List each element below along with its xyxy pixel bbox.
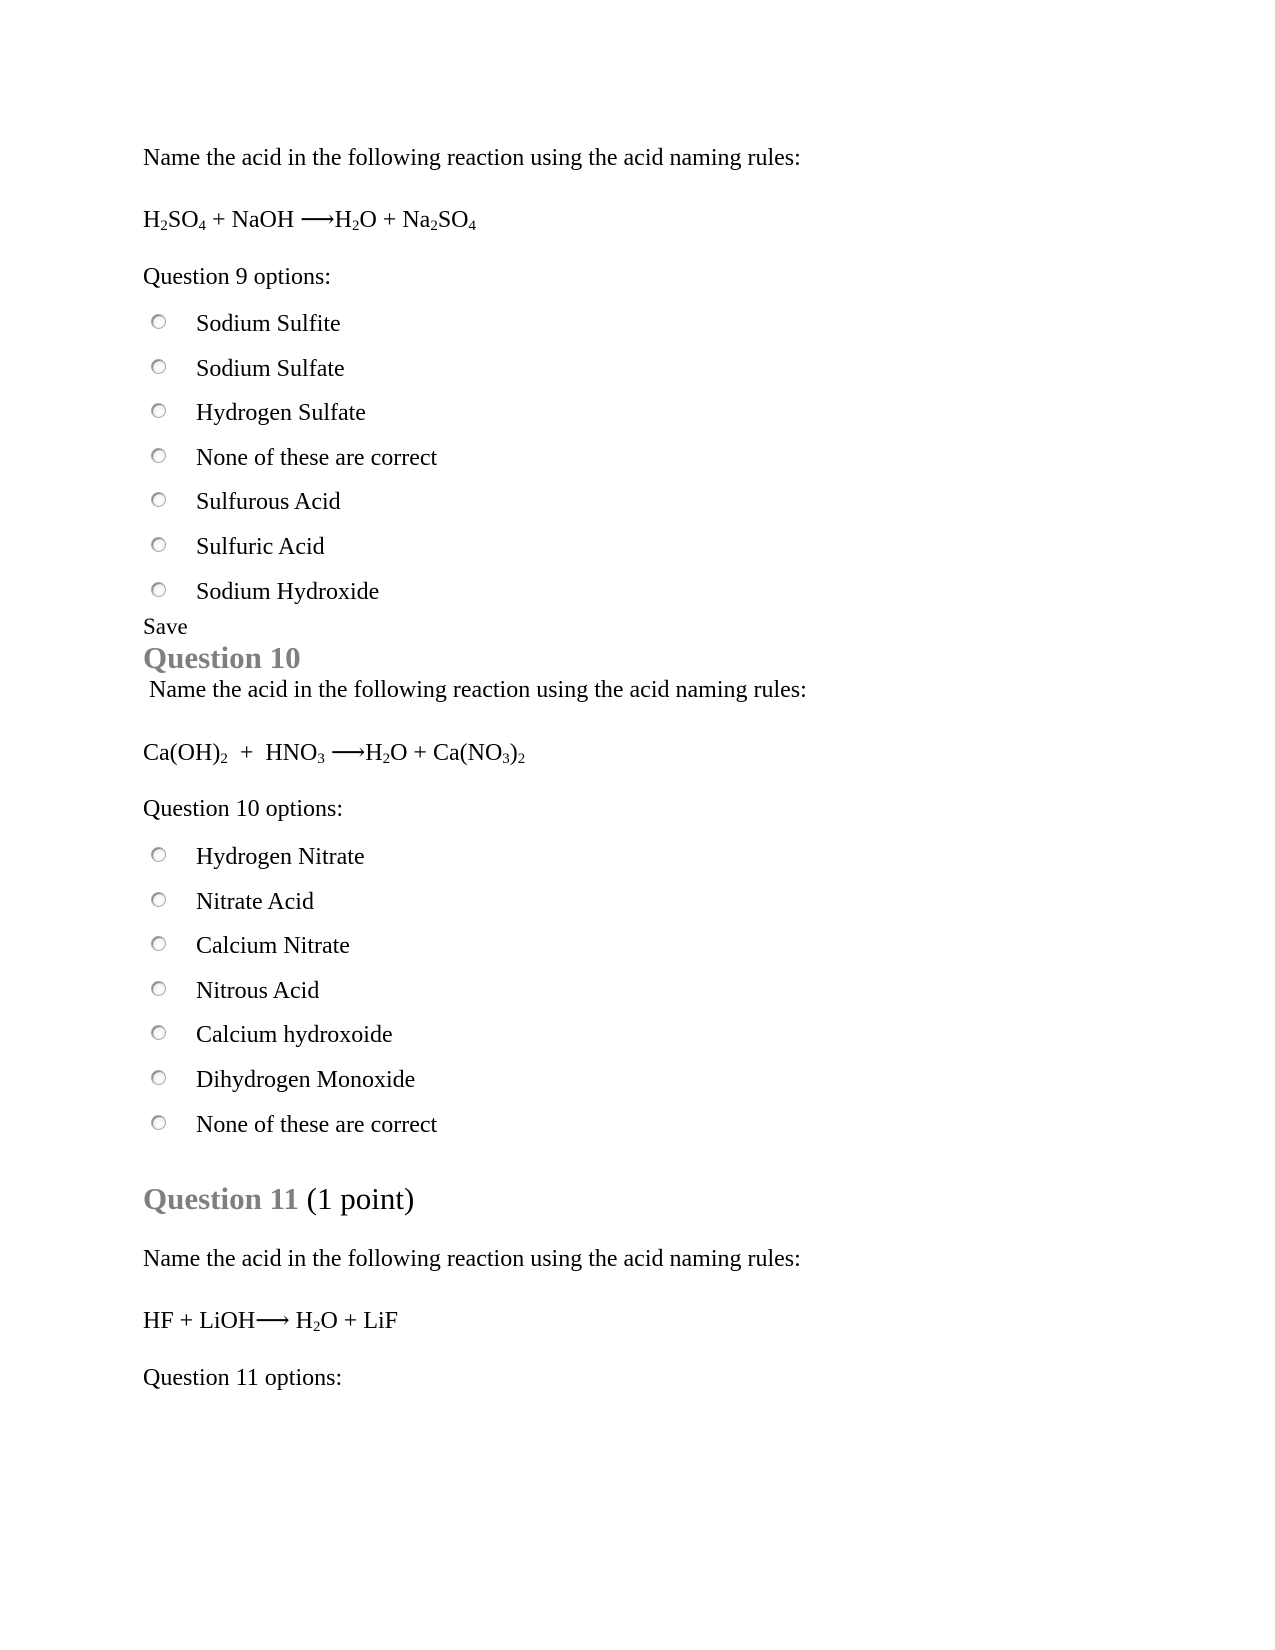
radio-button[interactable] — [151, 1025, 166, 1040]
q11-options-label: Question 11 options: — [143, 1365, 343, 1391]
q11-points: (1 point) — [298, 1181, 415, 1216]
option-label[interactable]: Calcium hydroxoide — [196, 1022, 393, 1049]
subscript: 4 — [198, 218, 207, 234]
equation-text: SO — [437, 207, 469, 233]
option-label[interactable]: Sulfuric Acid — [196, 534, 325, 560]
radio-button[interactable] — [151, 403, 166, 418]
subscript: 3 — [317, 751, 325, 767]
option-label[interactable]: Calcium Nitrate — [196, 933, 350, 960]
equation-text: + NaOH ⟶H — [206, 207, 352, 233]
subscript: 2 — [382, 751, 391, 767]
q11-heading-line — [143, 1182, 414, 1216]
subscript: 2 — [220, 751, 228, 767]
subscript: 2 — [517, 751, 526, 767]
equation-text: ) — [509, 740, 518, 766]
option-label[interactable]: Sodium Sulfite — [196, 311, 341, 337]
radio-button[interactable] — [151, 492, 166, 507]
option-label[interactable]: Dihydrogen Monoxide — [196, 1067, 416, 1093]
equation-text: SO — [167, 207, 199, 233]
radio-button[interactable] — [151, 892, 166, 907]
radio-button[interactable] — [151, 936, 166, 951]
radio-button[interactable] — [151, 537, 166, 552]
option-label[interactable]: Sodium Hydroxide — [196, 578, 380, 605]
equation-text: + HNO — [227, 740, 318, 766]
option-label[interactable]: Hydrogen Nitrate — [196, 844, 365, 870]
equation-text: H — [143, 207, 161, 233]
q9-equation — [143, 206, 476, 234]
option-label[interactable]: Hydrogen Sulfate — [196, 400, 366, 427]
q10-equation — [143, 739, 525, 767]
option-label[interactable]: Sodium Sulfate — [196, 355, 345, 382]
equation-text: O + Ca(NO — [390, 740, 503, 766]
subscript: 4 — [468, 218, 476, 234]
subscript: 2 — [160, 218, 168, 234]
radio-button[interactable] — [151, 314, 166, 329]
radio-button[interactable] — [151, 582, 166, 597]
q11-heading: Question 11 — [143, 1181, 299, 1216]
radio-button[interactable] — [151, 847, 166, 862]
q10-options-label: Question 10 options: — [143, 796, 344, 822]
equation-text: HF + LiOH⟶ H — [143, 1308, 313, 1334]
radio-button[interactable] — [151, 1070, 166, 1085]
equation-text: O + Na — [359, 207, 431, 233]
equation-text: Ca(OH) — [143, 740, 221, 766]
subscript: 3 — [502, 751, 510, 767]
subscript: 2 — [312, 1319, 321, 1335]
radio-button[interactable] — [151, 359, 166, 374]
option-label[interactable]: Sulfurous Acid — [196, 489, 341, 516]
q9-prompt: Name the acid in the following reaction using the acid naming rules: — [143, 145, 801, 171]
option-label[interactable]: None of these are correct — [196, 444, 438, 471]
q11-equation — [143, 1307, 398, 1335]
option-label[interactable]: None of these are correct — [196, 1111, 438, 1138]
equation-text: ⟶H — [324, 740, 383, 766]
q10-prompt: Name the acid in the following reaction using the acid naming rules: — [143, 677, 807, 703]
option-label[interactable]: Nitrous Acid — [196, 977, 320, 1004]
equation-text: O + LiF — [320, 1308, 398, 1334]
option-label[interactable]: Nitrate Acid — [196, 888, 314, 915]
subscript: 2 — [430, 218, 438, 234]
q9-options-label: Question 9 options: — [143, 264, 332, 290]
radio-button[interactable] — [151, 1115, 166, 1130]
subscript: 2 — [351, 218, 360, 234]
save-button[interactable]: Save — [143, 614, 188, 639]
radio-button[interactable] — [151, 448, 166, 463]
radio-button[interactable] — [151, 981, 166, 996]
q10-heading: Question 10 — [143, 640, 301, 675]
q11-prompt: Name the acid in the following reaction using the acid naming rules: — [143, 1246, 801, 1272]
